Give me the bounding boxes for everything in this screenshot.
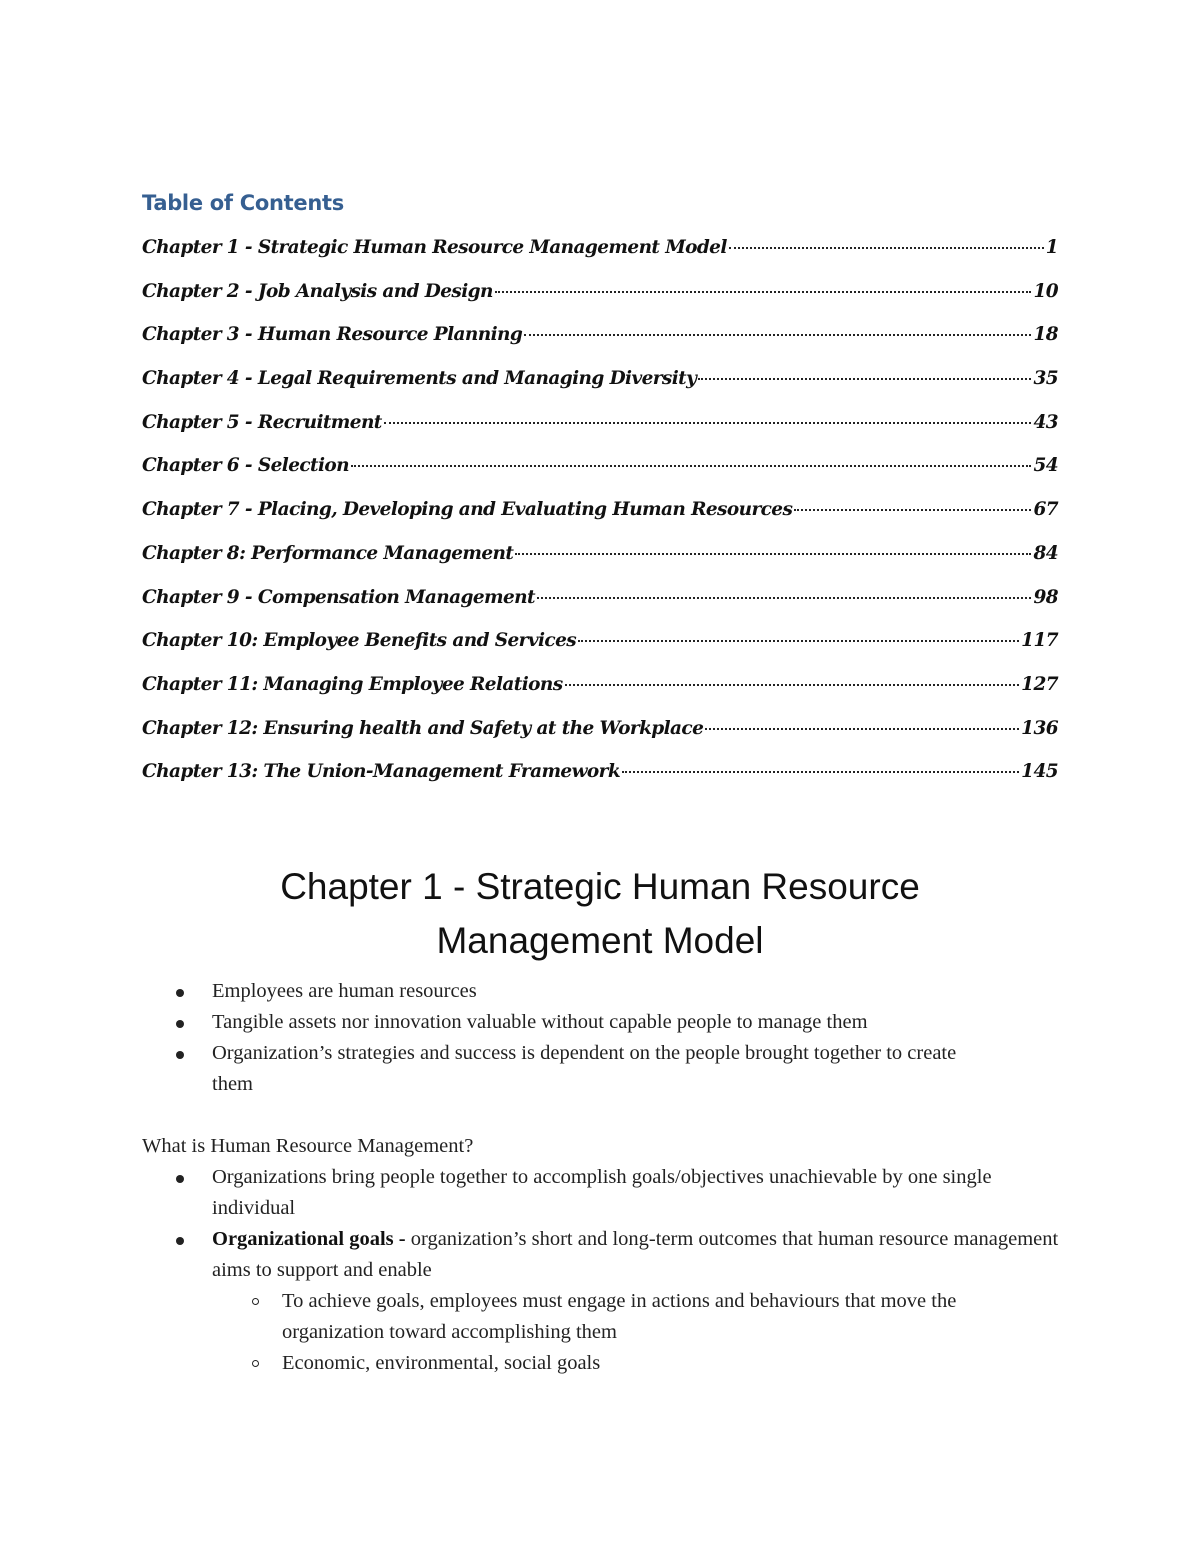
list-item-text: Organizations bring people together to accomplish goals/objectives unachievable by one single individual	[212, 1166, 992, 1219]
toc-entry-page: 35	[1033, 368, 1058, 390]
sub-list-item-text: Economic, environmental, social goals	[282, 1352, 601, 1374]
toc-leader	[515, 553, 1031, 555]
toc-leader	[729, 247, 1044, 249]
list-item	[212, 976, 1062, 1007]
toc-entry[interactable]	[142, 718, 1058, 762]
bullet-dot-icon	[176, 1237, 184, 1245]
list-item-text: Organization’s strategies and success is dependent on the people brought together to create them	[212, 1042, 957, 1095]
toc-entry-title[interactable]: Chapter 13: The Union-Management Framework	[142, 761, 621, 783]
toc-entry[interactable]	[142, 237, 1058, 281]
toc-entry-page: 54	[1033, 455, 1058, 477]
toc-entry-page: 127	[1021, 673, 1058, 695]
toc-leader	[565, 684, 1020, 686]
bullet-circle-icon	[252, 1298, 259, 1305]
toc-leader	[622, 771, 1019, 773]
toc-entry-page: 117	[1021, 630, 1058, 652]
toc-entry-page: 1	[1045, 237, 1058, 258]
toc-entry-page: 98	[1033, 586, 1058, 608]
toc-list	[142, 237, 1058, 805]
toc-entry[interactable]	[142, 455, 1058, 499]
bullet-dot-icon	[176, 1020, 184, 1028]
hrm-bullet-list	[212, 1162, 1062, 1379]
toc-entry-page: 18	[1033, 324, 1058, 346]
toc-entry-title[interactable]: Chapter 7 - Placing, Developing and Evaluating Human Resources	[142, 499, 793, 521]
list-item	[212, 1224, 1062, 1379]
toc-entry-title[interactable]: Chapter 5 - Recruitment	[142, 411, 382, 433]
sub-list-item	[282, 1286, 1062, 1348]
list-item	[212, 1162, 1062, 1224]
toc-entry-title[interactable]: Chapter 3 - Human Resource Planning	[142, 324, 523, 346]
toc-heading: Table of Contents	[142, 191, 344, 215]
toc-leader	[705, 728, 1019, 730]
toc-entry[interactable]	[142, 499, 1058, 543]
toc-leader	[351, 465, 1031, 467]
toc-leader	[578, 640, 1019, 642]
toc-entry-title[interactable]: Chapter 12: Ensuring health and Safety at the Workplace	[142, 717, 704, 739]
toc-leader	[698, 378, 1031, 380]
bullet-dot-icon	[176, 1051, 184, 1059]
chapter-title	[150, 860, 1050, 968]
list-item-text: Tangible assets nor innovation valuable without capable people to manage them	[212, 1011, 868, 1033]
toc-entry-page: 10	[1033, 280, 1058, 302]
toc-entry-title[interactable]: Chapter 9 - Compensation Management	[142, 586, 535, 608]
sub-list-item	[282, 1348, 1062, 1379]
list-item	[212, 1038, 1062, 1100]
toc-entry-page: 136	[1021, 717, 1058, 739]
toc-entry[interactable]	[142, 543, 1058, 587]
toc-entry-title[interactable]: Chapter 2 - Job Analysis and Design	[142, 280, 493, 302]
term-organizational-goals: Organizational goals -	[212, 1228, 406, 1250]
toc-entry-page: 43	[1033, 411, 1058, 433]
toc-leader	[384, 422, 1032, 424]
toc-entry[interactable]	[142, 281, 1058, 325]
list-item-text: Employees are human resources	[212, 980, 477, 1002]
toc-entry-title[interactable]: Chapter 10: Employee Benefits and Services	[142, 630, 577, 652]
toc-entry-page: 145	[1021, 761, 1058, 783]
toc-entry[interactable]	[142, 324, 1058, 368]
toc-entry-title[interactable]: Chapter 6 - Selection	[142, 455, 349, 477]
toc-entry[interactable]	[142, 368, 1058, 412]
toc-entry-page: 84	[1033, 542, 1058, 564]
toc-entry-title[interactable]: Chapter 4 - Legal Requirements and Managing Diversity	[142, 368, 697, 390]
bullet-dot-icon	[176, 1175, 184, 1183]
toc-entry-title[interactable]: Chapter 11: Managing Employee Relations	[142, 673, 563, 695]
toc-entry-title[interactable]: Chapter 1 - Strategic Human Resource Management Model	[142, 237, 727, 258]
intro-bullet-list	[212, 976, 1062, 1100]
toc-leader	[794, 509, 1031, 511]
toc-leader	[537, 597, 1031, 599]
section-question: What is Human Resource Management?	[142, 1135, 474, 1157]
bullet-circle-icon	[252, 1360, 259, 1367]
toc-entry[interactable]	[142, 587, 1058, 631]
list-item	[212, 1007, 1062, 1038]
chapter-title-line-2: Management Model	[436, 920, 764, 961]
chapter-title-line-1: Chapter 1 - Strategic Human Resource	[280, 866, 920, 907]
toc-leader	[524, 334, 1031, 336]
sub-list-item-text: To achieve goals, employees must engage in actions and behaviours that move the organization toward accomplishing them	[282, 1290, 957, 1343]
toc-entry-page: 67	[1033, 499, 1058, 521]
sub-bullet-list	[212, 1286, 1062, 1379]
toc-entry[interactable]	[142, 412, 1058, 456]
toc-entry[interactable]	[142, 630, 1058, 674]
toc-entry-title[interactable]: Chapter 8: Performance Management	[142, 542, 514, 564]
list-item-text: organization’s short and long-term outcomes that human resource management aims to support and enable	[212, 1228, 1059, 1281]
toc-entry[interactable]	[142, 674, 1058, 718]
bullet-dot-icon	[176, 989, 184, 997]
toc-leader	[495, 291, 1032, 293]
toc-entry[interactable]	[142, 761, 1058, 805]
